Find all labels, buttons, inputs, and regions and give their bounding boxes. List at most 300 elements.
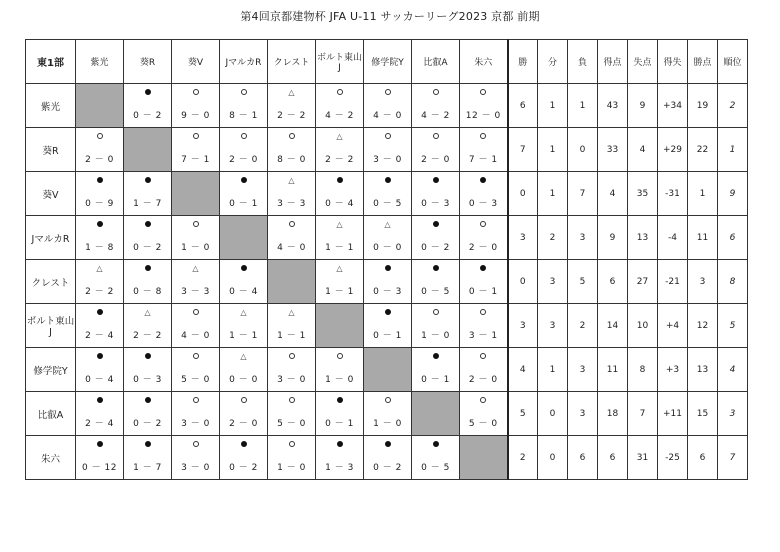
draw-mark-icon [220, 308, 267, 318]
match-result-cell [124, 260, 172, 304]
draw-mark-icon [124, 308, 171, 318]
column-header-stat: 分 [538, 40, 568, 84]
rank-cell: 8 [718, 260, 748, 304]
match-result-cell [76, 304, 124, 348]
match-result-cell [316, 172, 364, 216]
row-team-name: 葵R [26, 128, 76, 172]
stat-cell: 33 [598, 128, 628, 172]
stat-cell: 18 [598, 392, 628, 436]
stat-cell: +34 [658, 84, 688, 128]
match-result-cell [172, 392, 220, 436]
stat-cell: -21 [658, 260, 688, 304]
draw-mark-icon [220, 352, 267, 362]
match-result-cell [76, 392, 124, 436]
match-score: 5 － 0 [277, 419, 306, 429]
win-mark-icon [412, 220, 459, 230]
match-score: 0 － 4 [229, 287, 258, 297]
stat-cell: 1 [538, 172, 568, 216]
match-result-cell [172, 84, 220, 128]
match-result-cell [76, 128, 124, 172]
match-score: 2 － 2 [325, 155, 354, 165]
win-mark-icon [124, 88, 171, 98]
match-result-cell [316, 216, 364, 260]
match-result-cell [268, 172, 316, 216]
loss-mark-icon [460, 220, 507, 230]
match-score: 0 － 5 [421, 287, 450, 297]
row-team-name: 紫光 [26, 84, 76, 128]
self-match-cell [76, 84, 124, 128]
match-score: 7 － 1 [468, 155, 498, 165]
table-row [26, 260, 748, 304]
match-result-cell [124, 216, 172, 260]
loss-mark-icon [220, 396, 267, 406]
page-title: 第4回京都建物杯 JFA U-11 サッカーリーグ2023 京都 前期 [240, 10, 540, 23]
self-match-cell [460, 436, 508, 480]
loss-mark-icon [268, 132, 315, 142]
loss-mark-icon [172, 88, 219, 98]
match-score: 3 － 0 [181, 463, 210, 473]
match-score: 0 － 2 [133, 419, 162, 429]
stat-cell: 3 [568, 216, 598, 260]
match-result-cell [316, 84, 364, 128]
draw-mark-icon [172, 264, 219, 274]
stat-cell: 4 [508, 348, 538, 392]
match-result-cell [268, 304, 316, 348]
draw-mark-icon [364, 220, 411, 230]
loss-mark-icon [364, 132, 411, 142]
loss-mark-icon [460, 396, 507, 406]
loss-mark-icon [364, 88, 411, 98]
rank-cell: 1 [718, 128, 748, 172]
stat-cell: 3 [568, 348, 598, 392]
match-score: 1 － 0 [325, 375, 354, 385]
match-result-cell [460, 128, 508, 172]
stat-cell: 3 [568, 392, 598, 436]
match-result-cell [364, 84, 412, 128]
table-row [26, 172, 748, 216]
win-mark-icon [76, 220, 123, 230]
win-mark-icon [364, 176, 411, 186]
stat-cell: 6 [568, 436, 598, 480]
match-score: 1 － 7 [133, 199, 162, 209]
match-result-cell [124, 304, 172, 348]
stat-cell: 1 [538, 128, 568, 172]
self-match-cell [412, 392, 460, 436]
self-match-cell [220, 216, 268, 260]
stat-cell: 8 [628, 348, 658, 392]
win-mark-icon [220, 440, 267, 450]
match-score: 2 － 4 [85, 419, 114, 429]
loss-mark-icon [172, 220, 219, 230]
win-mark-icon [364, 264, 411, 274]
match-result-cell [76, 172, 124, 216]
match-score: 0 － 2 [133, 111, 162, 121]
match-result-cell [268, 436, 316, 480]
draw-mark-icon [316, 220, 363, 230]
match-score: 0 － 3 [133, 375, 162, 385]
match-result-cell [412, 436, 460, 480]
win-mark-icon [316, 396, 363, 406]
table-row [26, 128, 748, 172]
match-score: 2 － 0 [468, 243, 498, 253]
stat-cell: +3 [658, 348, 688, 392]
match-score: 4 － 0 [373, 111, 402, 121]
table-row [26, 436, 748, 480]
match-score: 0 － 3 [468, 199, 498, 209]
stat-cell: 11 [598, 348, 628, 392]
match-score: 0 － 4 [85, 375, 114, 385]
match-result-cell [316, 436, 364, 480]
win-mark-icon [316, 176, 363, 186]
match-result-cell [124, 348, 172, 392]
row-team-name: ボルト東山J [26, 304, 76, 348]
match-result-cell [316, 260, 364, 304]
match-result-cell [364, 172, 412, 216]
match-score: 1 － 0 [181, 243, 210, 253]
loss-mark-icon [316, 88, 363, 98]
match-score: 3 － 3 [277, 199, 306, 209]
stat-cell: 1 [538, 348, 568, 392]
match-score: 7 － 1 [181, 155, 210, 165]
match-score: 0 － 8 [133, 287, 162, 297]
match-result-cell [76, 348, 124, 392]
win-mark-icon [76, 440, 123, 450]
match-score: 1 － 1 [277, 331, 306, 341]
match-result-cell [220, 172, 268, 216]
match-score: 2 － 0 [468, 375, 498, 385]
stat-cell: 4 [598, 172, 628, 216]
win-mark-icon [364, 440, 411, 450]
stat-cell: 9 [598, 216, 628, 260]
match-result-cell [364, 304, 412, 348]
match-result-cell [268, 216, 316, 260]
match-score: 8 － 0 [277, 155, 306, 165]
match-score: 1 － 1 [229, 331, 258, 341]
match-result-cell [412, 172, 460, 216]
stat-cell: 3 [508, 216, 538, 260]
loss-mark-icon [412, 308, 459, 318]
loss-mark-icon [172, 132, 219, 142]
row-team-name: 比叡A [26, 392, 76, 436]
draw-mark-icon [268, 176, 315, 186]
rank-cell: 4 [718, 348, 748, 392]
match-score: 3 － 0 [277, 375, 306, 385]
loss-mark-icon [316, 352, 363, 362]
stat-cell: 6 [598, 436, 628, 480]
self-match-cell [172, 172, 220, 216]
stat-cell: 7 [628, 392, 658, 436]
row-team-name: 葵V [26, 172, 76, 216]
win-mark-icon [412, 352, 459, 362]
loss-mark-icon [172, 352, 219, 362]
match-score: 3 － 3 [181, 287, 210, 297]
match-result-cell [220, 84, 268, 128]
match-score: 12 － 0 [465, 111, 501, 121]
win-mark-icon [76, 308, 123, 318]
win-mark-icon [76, 352, 123, 362]
stat-cell: 3 [538, 260, 568, 304]
stat-cell: 6 [598, 260, 628, 304]
stat-cell: -25 [658, 436, 688, 480]
stat-cell: 4 [628, 128, 658, 172]
match-score: 0 － 0 [229, 375, 258, 385]
match-score: 2 － 0 [229, 155, 258, 165]
match-score: 2 － 2 [85, 287, 114, 297]
table-row [26, 392, 748, 436]
match-score: 2 － 2 [133, 331, 162, 341]
stat-cell: 1 [538, 84, 568, 128]
stat-cell: 10 [628, 304, 658, 348]
stat-cell: 3 [538, 304, 568, 348]
row-team-name: 修学院Y [26, 348, 76, 392]
self-match-cell [268, 260, 316, 304]
match-result-cell [220, 260, 268, 304]
match-score: 1 － 0 [373, 419, 402, 429]
loss-mark-icon [268, 220, 315, 230]
draw-mark-icon [316, 132, 363, 142]
column-header-team: 紫光 [76, 40, 124, 84]
match-result-cell [268, 84, 316, 128]
stat-cell: 31 [628, 436, 658, 480]
win-mark-icon [412, 264, 459, 274]
stat-cell: -31 [658, 172, 688, 216]
stat-cell: 1 [688, 172, 718, 216]
stat-cell: 11 [688, 216, 718, 260]
match-result-cell [172, 260, 220, 304]
stat-cell: 0 [538, 436, 568, 480]
stat-cell: 5 [568, 260, 598, 304]
match-result-cell [124, 172, 172, 216]
match-score: 0 － 2 [133, 243, 162, 253]
match-score: 0 － 2 [373, 463, 402, 473]
match-result-cell [124, 392, 172, 436]
column-header-team: 朱六 [460, 40, 508, 84]
rank-cell: 6 [718, 216, 748, 260]
match-score: 0 － 3 [373, 287, 402, 297]
league-table [25, 39, 748, 480]
match-result-cell [172, 436, 220, 480]
loss-mark-icon [364, 396, 411, 406]
match-score: 1 － 0 [277, 463, 306, 473]
match-score: 1 － 0 [421, 331, 450, 341]
self-match-cell [124, 128, 172, 172]
match-score: 4 － 2 [421, 111, 450, 121]
match-score: 2 － 0 [421, 155, 450, 165]
loss-mark-icon [460, 88, 507, 98]
stat-cell: 5 [508, 392, 538, 436]
column-header-stat: 勝点 [688, 40, 718, 84]
match-result-cell [412, 84, 460, 128]
stat-cell: 0 [568, 128, 598, 172]
row-team-name: 朱六 [26, 436, 76, 480]
match-result-cell [220, 392, 268, 436]
match-result-cell [76, 260, 124, 304]
match-result-cell [412, 260, 460, 304]
match-result-cell [460, 304, 508, 348]
match-result-cell [460, 348, 508, 392]
column-header-team: ボルト東山J [316, 40, 364, 84]
stat-cell: 3 [688, 260, 718, 304]
match-score: 1 － 7 [133, 463, 162, 473]
match-result-cell [268, 128, 316, 172]
match-score: 0 － 0 [373, 243, 402, 253]
match-result-cell [76, 436, 124, 480]
draw-mark-icon [76, 264, 123, 274]
match-score: 0 － 2 [421, 243, 450, 253]
match-score: 1 － 3 [325, 463, 354, 473]
match-result-cell [316, 392, 364, 436]
stat-cell: 12 [688, 304, 718, 348]
match-result-cell [364, 392, 412, 436]
match-score: 0 － 1 [373, 331, 402, 341]
match-result-cell [460, 172, 508, 216]
match-result-cell [412, 216, 460, 260]
win-mark-icon [460, 264, 507, 274]
match-result-cell [172, 348, 220, 392]
match-result-cell [412, 128, 460, 172]
table-row [26, 348, 748, 392]
match-score: 0 － 5 [373, 199, 402, 209]
rank-cell: 7 [718, 436, 748, 480]
column-header-team: 葵R [124, 40, 172, 84]
stat-cell: +29 [658, 128, 688, 172]
stat-cell: 6 [508, 84, 538, 128]
row-team-name: クレスト [26, 260, 76, 304]
match-score: 2 － 2 [277, 111, 306, 121]
rank-cell: 3 [718, 392, 748, 436]
match-result-cell [316, 348, 364, 392]
match-score: 9 － 0 [181, 111, 210, 121]
column-header-team: JマルカR [220, 40, 268, 84]
column-header-stat: 順位 [718, 40, 748, 84]
loss-mark-icon [460, 132, 507, 142]
match-score: 4 － 0 [181, 331, 210, 341]
stat-cell: 43 [598, 84, 628, 128]
win-mark-icon [220, 264, 267, 274]
match-score: 0 － 12 [82, 463, 117, 473]
match-result-cell [460, 216, 508, 260]
match-score: 0 － 4 [325, 199, 354, 209]
win-mark-icon [76, 176, 123, 186]
match-result-cell [76, 216, 124, 260]
win-mark-icon [124, 396, 171, 406]
win-mark-icon [124, 352, 171, 362]
match-result-cell [460, 260, 508, 304]
match-result-cell [220, 348, 268, 392]
stat-cell: 2 [508, 436, 538, 480]
match-result-cell [460, 84, 508, 128]
match-score: 0 － 2 [229, 463, 258, 473]
loss-mark-icon [220, 88, 267, 98]
match-result-cell [268, 348, 316, 392]
match-result-cell [364, 436, 412, 480]
match-score: 5 － 0 [468, 419, 498, 429]
match-score: 0 － 3 [421, 199, 450, 209]
loss-mark-icon [172, 308, 219, 318]
match-score: 8 － 1 [229, 111, 258, 121]
self-match-cell [364, 348, 412, 392]
stat-cell: +4 [658, 304, 688, 348]
match-score: 2 － 4 [85, 331, 114, 341]
column-header-team: 修学院Y [364, 40, 412, 84]
stat-cell: 13 [628, 216, 658, 260]
column-header-stat: 負 [568, 40, 598, 84]
match-result-cell [220, 128, 268, 172]
table-row [26, 84, 748, 128]
match-result-cell [124, 84, 172, 128]
match-result-cell [172, 128, 220, 172]
loss-mark-icon [412, 132, 459, 142]
stat-cell: 2 [568, 304, 598, 348]
match-score: 3 － 0 [373, 155, 402, 165]
table-row [26, 304, 748, 348]
win-mark-icon [412, 176, 459, 186]
loss-mark-icon [412, 88, 459, 98]
match-score: 1 － 8 [85, 243, 114, 253]
match-score: 0 － 1 [468, 287, 498, 297]
draw-mark-icon [268, 308, 315, 318]
stat-cell: 35 [628, 172, 658, 216]
match-result-cell [172, 216, 220, 260]
stat-cell: 15 [688, 392, 718, 436]
stat-cell: 2 [538, 216, 568, 260]
rank-cell: 2 [718, 84, 748, 128]
column-header-stat: 失点 [628, 40, 658, 84]
match-score: 3 － 0 [181, 419, 210, 429]
win-mark-icon [364, 308, 411, 318]
match-result-cell [364, 260, 412, 304]
column-header-stat: 得点 [598, 40, 628, 84]
match-score: 1 － 1 [325, 287, 354, 297]
match-result-cell [364, 128, 412, 172]
header-row [26, 40, 748, 84]
loss-mark-icon [172, 440, 219, 450]
stat-cell: 1 [568, 84, 598, 128]
win-mark-icon [124, 176, 171, 186]
match-score: 3 － 1 [468, 331, 498, 341]
win-mark-icon [124, 264, 171, 274]
stat-cell: 19 [688, 84, 718, 128]
win-mark-icon [316, 440, 363, 450]
match-result-cell [460, 392, 508, 436]
row-team-name: JマルカR [26, 216, 76, 260]
match-score: 2 － 0 [229, 419, 258, 429]
match-score: 4 － 2 [325, 111, 354, 121]
rank-cell: 5 [718, 304, 748, 348]
win-mark-icon [412, 440, 459, 450]
match-score: 5 － 0 [181, 375, 210, 385]
rank-cell: 9 [718, 172, 748, 216]
match-result-cell [220, 436, 268, 480]
stat-cell: 0 [508, 260, 538, 304]
win-mark-icon [460, 176, 507, 186]
stat-cell: +11 [658, 392, 688, 436]
stat-cell: 22 [688, 128, 718, 172]
match-result-cell [268, 392, 316, 436]
match-result-cell [412, 348, 460, 392]
stat-cell: 0 [538, 392, 568, 436]
stat-cell: 3 [508, 304, 538, 348]
loss-mark-icon [172, 396, 219, 406]
match-score: 4 － 0 [277, 243, 306, 253]
stat-cell: 7 [508, 128, 538, 172]
stat-cell: 6 [688, 436, 718, 480]
stat-cell: 9 [628, 84, 658, 128]
stat-cell: 27 [628, 260, 658, 304]
win-mark-icon [124, 440, 171, 450]
loss-mark-icon [76, 132, 123, 142]
match-score: 1 － 1 [325, 243, 354, 253]
